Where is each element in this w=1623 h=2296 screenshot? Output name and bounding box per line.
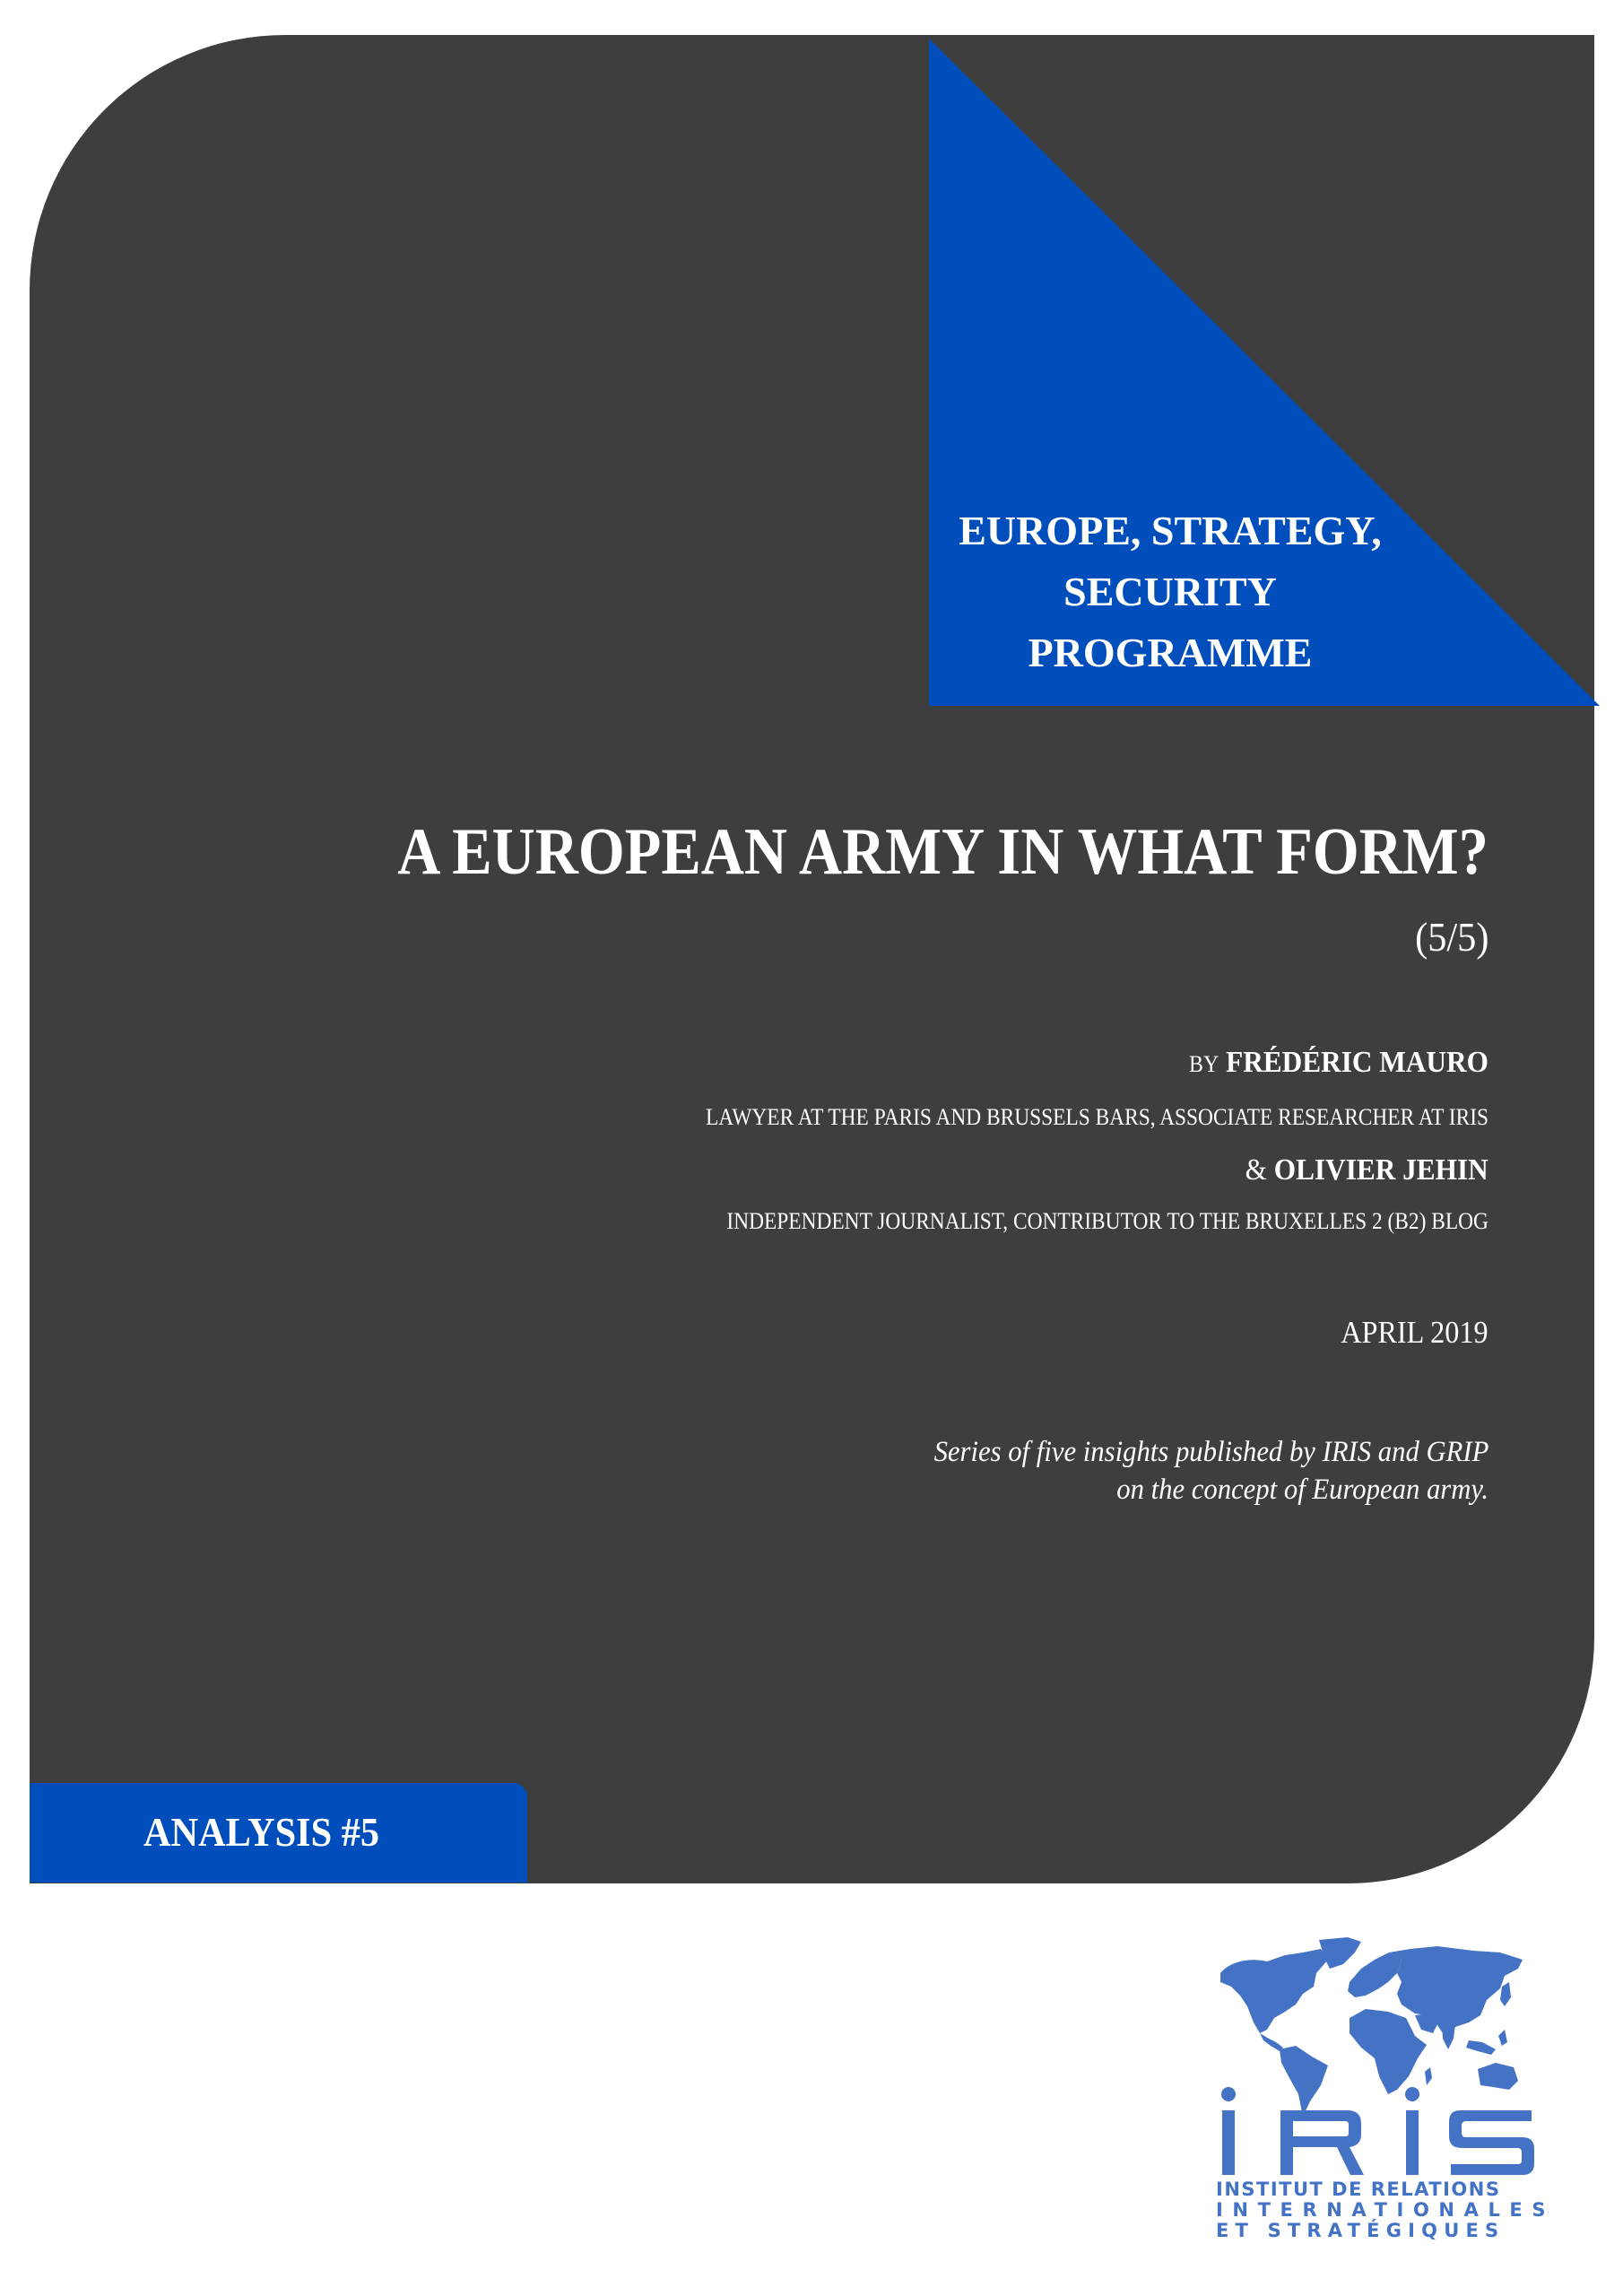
document-title: A EUROPEAN ARMY IN WHAT FORM? xyxy=(397,815,1488,889)
author-name: FRÉDÉRIC MAURO xyxy=(1226,1046,1488,1079)
author-prefix: BY xyxy=(1189,1051,1219,1077)
programme-line: SECURITY xyxy=(1063,569,1277,614)
author-name: OLIVIER JEHIN xyxy=(1274,1153,1488,1187)
iris-wordmark xyxy=(1213,2081,1538,2179)
author-line xyxy=(1189,1046,1488,1080)
author-affiliation: INDEPENDENT JOURNALIST, CONTRIBUTOR TO THE BRUXELLES 2 (B2) BLOG xyxy=(726,1208,1488,1234)
logo-text-line: INTERNATIONALES xyxy=(1216,2199,1556,2221)
author-line xyxy=(1245,1153,1488,1187)
series-note-line: on the concept of European army. xyxy=(1116,1474,1488,1506)
author-prefix: & xyxy=(1245,1153,1268,1187)
series-note-line: Series of five insights published by IRIS and GRIP xyxy=(933,1436,1488,1468)
publication-date: APRIL 2019 xyxy=(1341,1315,1488,1350)
author-affiliation: LAWYER AT THE PARIS AND BRUSSELS BARS, ASSOCIATE RESEARCHER AT IRIS xyxy=(706,1104,1488,1130)
part-number: (5/5) xyxy=(1414,914,1488,960)
logo-text-line: ET STRATÉGIQUES xyxy=(1216,2220,1506,2241)
programme-line: PROGRAMME xyxy=(1028,630,1313,675)
programme-label xyxy=(933,500,1408,683)
analysis-badge-label: ANALYSIS #5 xyxy=(143,1809,380,1855)
logo-text-line: INSTITUT DE RELATIONS xyxy=(1216,2179,1501,2200)
analysis-badge xyxy=(30,1783,527,1883)
programme-line: EUROPE, STRATEGY, xyxy=(959,508,1382,553)
